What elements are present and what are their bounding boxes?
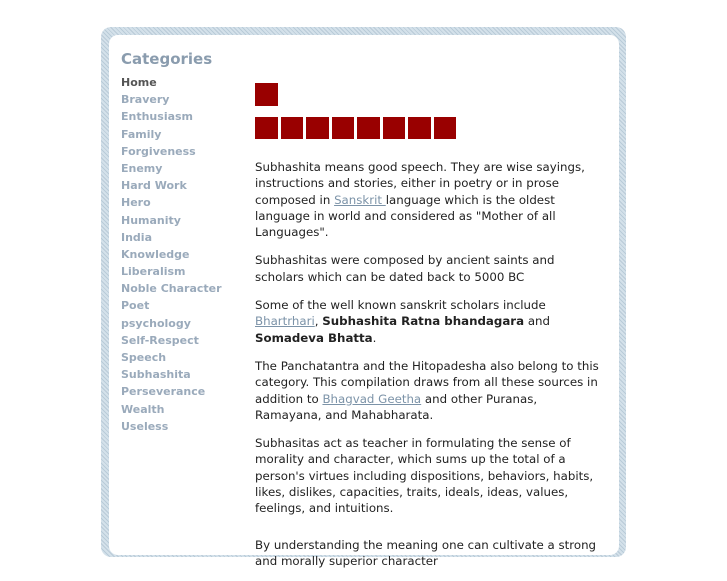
category-item-speech[interactable]: Speech xyxy=(121,351,167,364)
category-item-poet[interactable]: Poet xyxy=(121,299,150,313)
category-item-home[interactable]: Home xyxy=(121,76,157,89)
category-item-hero[interactable]: Hero xyxy=(121,196,151,210)
category-item-forgiveness[interactable]: Forgiveness xyxy=(121,144,196,158)
category-item-useless[interactable]: Useless xyxy=(121,419,169,433)
heading-glyph-box xyxy=(408,117,431,140)
category-item-perseverance[interactable]: Perseverance xyxy=(121,385,206,399)
paragraph-scholars: Some of the well known sanskrit scholars include Bhartrhari, Subhashita Ratna bhandagara and Somadeva Bhatta. xyxy=(255,298,551,345)
scholar-somadeva-bhatta: Somadeva Bhatta xyxy=(255,330,373,345)
sanskrit-link[interactable]: Sanskrit xyxy=(334,192,386,207)
category-item-enemy[interactable]: Enemy xyxy=(121,161,163,175)
heading-glyph-box xyxy=(434,117,457,140)
category-item-knowledge[interactable]: Knowledge xyxy=(121,247,190,261)
categories-title: Categories xyxy=(121,50,213,68)
bhartrhari-link[interactable]: Bhartrhari xyxy=(255,314,315,329)
category-item-liberalism[interactable]: Liberalism xyxy=(121,265,186,279)
category-item-enthusiasm[interactable]: Enthusiasm xyxy=(121,110,194,124)
paragraph-intro: Subhashita means good speech. They are wise sayings, instructions and stories, either in poetry or in prose composed in Sanskrit language which is the oldest language in world and considered as "Mother of all Languages". xyxy=(255,160,585,240)
heading-glyph-box xyxy=(357,117,380,140)
category-item-hard-work[interactable]: Hard Work xyxy=(121,179,187,193)
category-item-psychology[interactable]: psychology xyxy=(121,316,191,330)
category-item-humanity[interactable]: Humanity xyxy=(121,213,181,227)
heading-glyph-box xyxy=(332,117,355,140)
main-content xyxy=(255,83,607,581)
paragraph-sources: The Panchatantra and the Hitopadesha also belong to this category. This compilation draws from all these sources in addition to Bhagvad Geetha and other Puranas, Ramayana, and Mahabharata. xyxy=(255,358,599,422)
category-item-noble-character[interactable]: Noble Character xyxy=(121,282,222,296)
paragraph-morality: Subhasitas act as teacher in formulating the sense of morality and character, which sums up the total of a person's virtues including dispositions, behaviors, habits, likes, dislikes, capacities, traits, ideals, ideas, values, feelings, and intuitions. xyxy=(255,436,594,516)
heading-glyph-box xyxy=(281,117,304,140)
article-text xyxy=(255,159,607,569)
scholar-ratna-bhandagara: Subhashita Ratna bhandagara xyxy=(322,314,525,329)
heading-glyphs-row-1 xyxy=(255,83,607,106)
heading-glyph-box xyxy=(255,117,278,140)
category-item-subhashita[interactable]: Subhashita xyxy=(121,368,191,382)
heading-glyph-box xyxy=(255,83,278,106)
bhagvad-geetha-link[interactable]: Bhagvad Geetha xyxy=(322,391,422,406)
category-item-self-respect[interactable]: Self-Respect xyxy=(121,333,199,347)
heading-glyph-box xyxy=(383,117,406,140)
paragraph-character: By understanding the meaning one can cultivate a strong and morally superior character xyxy=(255,537,597,568)
category-item-wealth[interactable]: Wealth xyxy=(121,402,165,416)
category-item-family[interactable]: Family xyxy=(121,127,162,141)
sidebar xyxy=(121,49,251,435)
heading-glyph-box xyxy=(306,117,329,140)
category-item-india[interactable]: India xyxy=(121,230,152,244)
category-item-bravery[interactable]: Bravery xyxy=(121,93,170,107)
paragraph-origin: Subhashitas were composed by ancient saints and scholars which can be dated back to 5000 BC xyxy=(255,253,555,284)
heading-glyphs-row-2 xyxy=(255,117,607,140)
category-list xyxy=(121,74,251,435)
